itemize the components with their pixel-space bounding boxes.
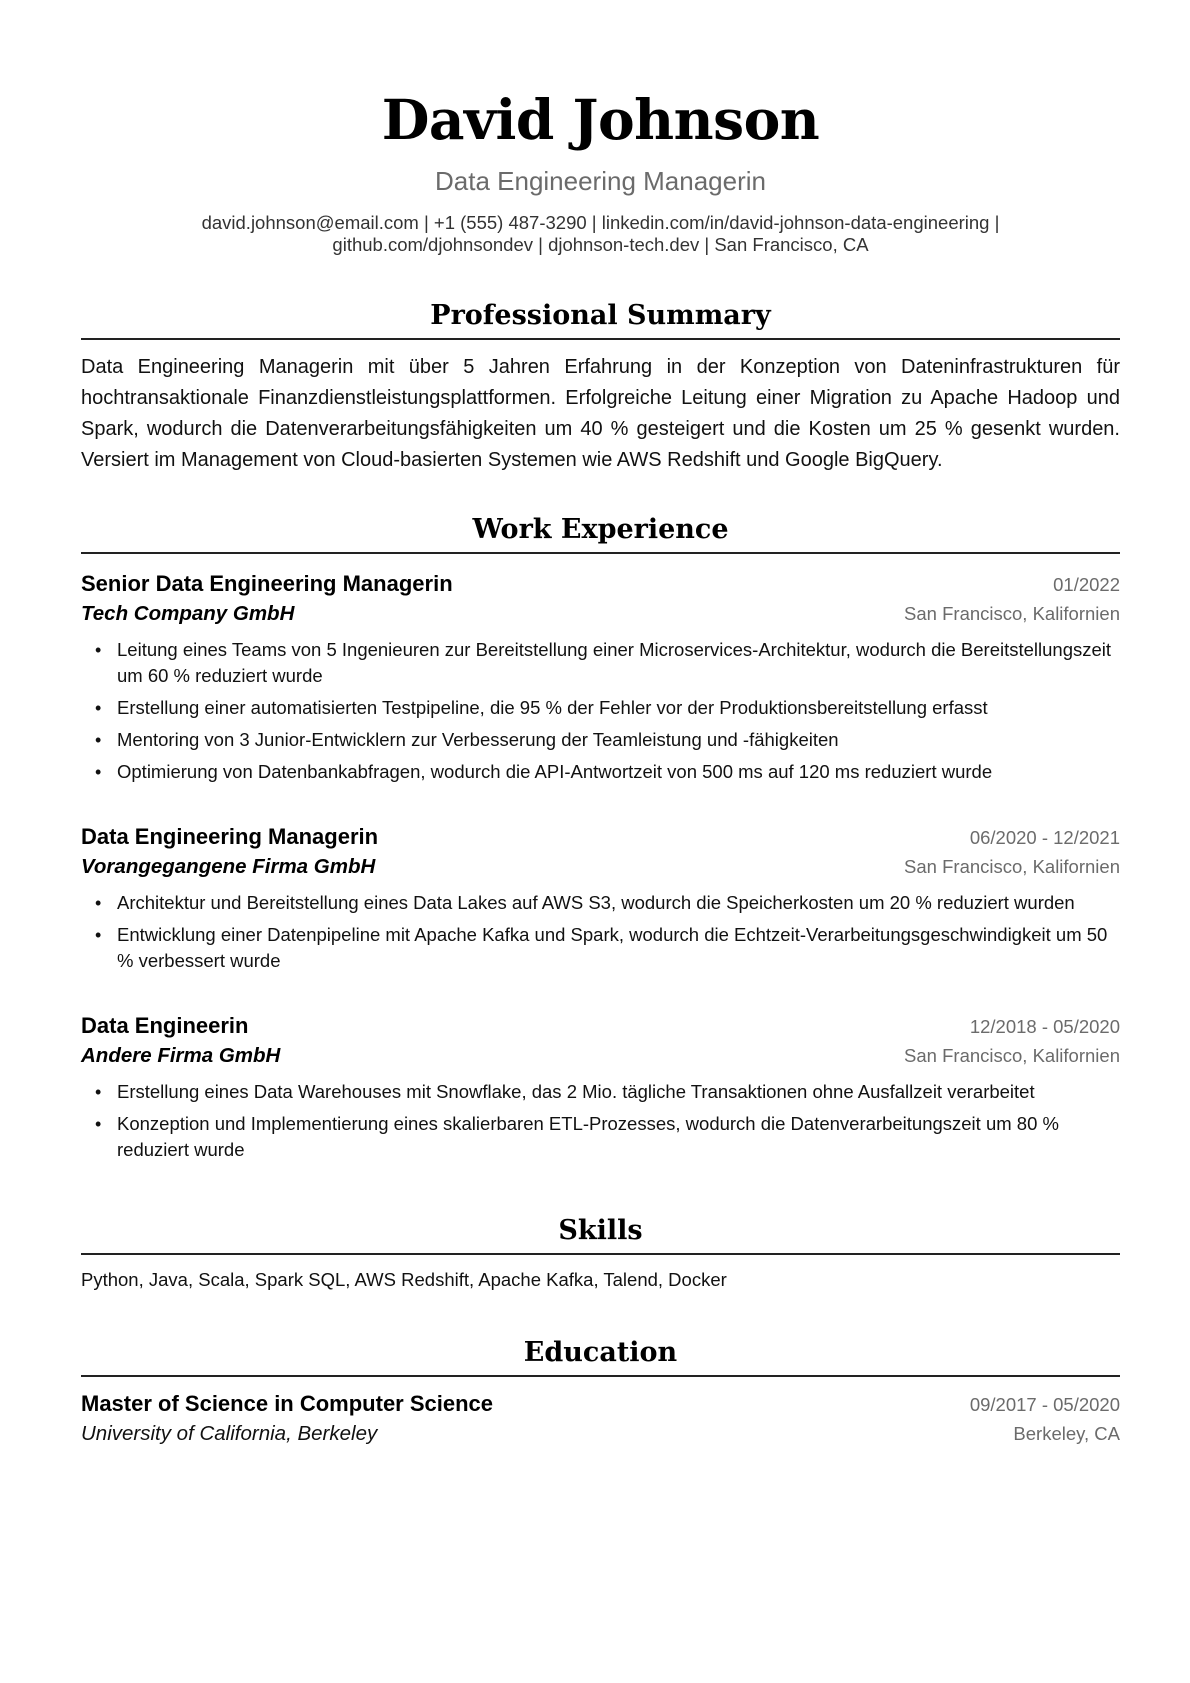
job-location: San Francisco, Kalifornien (904, 1045, 1120, 1066)
job-entry (81, 570, 1120, 785)
bullet-item: • Mentoring von 3 Junior-Entwicklern zur Verbesserung der Teamleistung und -fähigkeiten (117, 727, 1120, 753)
contact-line-1: david.johnson@email.com | +1 (555) 487-3290 | linkedin.com/in/david-johnson-data-engineering | (201, 212, 1000, 233)
job-role: Senior Data Engineering Managerin (81, 571, 453, 596)
resume-page (81, 0, 1120, 1449)
job-bullets (81, 637, 1120, 785)
candidate-title: Data Engineering Managerin (435, 166, 766, 196)
job-role: Data Engineering Managerin (81, 824, 379, 849)
bullet-item: • Erstellung einer automatisierten Testpipeline, die 95 % der Fehler vor der Produktionsbereitstellung erfasst (117, 695, 1120, 721)
job-location: San Francisco, Kalifornien (904, 856, 1120, 877)
bullet-item: • Optimierung von Datenbankabfragen, wodurch die API-Antwortzeit von 500 ms auf 120 ms reduziert wurde (117, 759, 1120, 785)
contact-info (141, 212, 1061, 256)
education-degree: Master of Science in Computer Science (81, 1391, 494, 1416)
job-location: San Francisco, Kalifornien (904, 603, 1120, 624)
bullet-item: • Leitung eines Teams von 5 Ingenieuren zur Bereitstellung einer Microservices-Architektur, wodurch die Bereitstellungszeit um 60 % reduziert wurde (117, 637, 1120, 689)
education-location: Berkeley, CA (1013, 1423, 1120, 1444)
education-date: 09/2017 - 05/2020 (969, 1394, 1120, 1415)
section-heading-skills: Skills (81, 1215, 1120, 1255)
job-entry (81, 1012, 1120, 1163)
job-date: 12/2018 - 05/2020 (969, 1016, 1120, 1037)
section-heading-summary: Professional Summary (81, 300, 1120, 340)
job-entry (81, 823, 1120, 974)
section-heading-education: Education (81, 1337, 1120, 1377)
job-date: 06/2020 - 12/2021 (969, 827, 1120, 848)
bullet-item: • Konzeption und Implementierung eines skalierbaren ETL-Prozesses, wodurch die Datenverarbeitungszeit um 80 % reduziert wurde (117, 1111, 1120, 1163)
bullet-item: • Architektur und Bereitstellung eines Data Lakes auf AWS S3, wodurch die Speicherkosten um 20 % reduziert wurden (117, 890, 1120, 916)
job-company: Tech Company GmbH (81, 602, 295, 625)
candidate-name: David Johnson (381, 87, 820, 152)
bullet-item: • Erstellung eines Data Warehouses mit Snowflake, das 2 Mio. tägliche Transaktionen ohne Ausfallzeit verarbeitet (117, 1079, 1120, 1105)
contact-line-2: github.com/djohnsondev | djohnson-tech.dev | San Francisco, CA (332, 234, 869, 255)
job-bullets (81, 1079, 1120, 1163)
job-company: Vorangegangene Firma GmbH (81, 855, 376, 878)
job-company: Andere Firma GmbH (81, 1044, 281, 1067)
bullet-item: • Entwicklung einer Datenpipeline mit Apache Kafka und Spark, wodurch die Echtzeit-Verarbeitungsgeschwindigkeit um 50 % verbessert wurde (117, 922, 1120, 974)
job-bullets (81, 890, 1120, 974)
education-entry (81, 1389, 1120, 1449)
section-heading-work: Work Experience (81, 514, 1120, 554)
education-school: University of California, Berkeley (81, 1422, 378, 1445)
job-role: Data Engineerin (81, 1013, 249, 1038)
job-date: 01/2022 (1053, 574, 1120, 595)
summary-text: Data Engineering Managerin mit über 5 Jahren Erfahrung in der Konzeption von Dateninfrastrukturen für hochtransaktionale Finanzdienstleistungsplattformen. Erfolgreiche Leitung einer Migration zu Apache Hadoop und Spark, wodurch die Datenverarbeitungsfähigkeiten um 40 % gesteigert und die Kosten um 25 % gesenkt wurden. Versiert im Management von Cloud-basierten Systemen wie AWS Redshift und Google BigQuery. (81, 356, 1120, 471)
skills-list: Python, Java, Scala, Spark SQL, AWS Redshift, Apache Kafka, Talend, Docker (81, 1269, 727, 1290)
